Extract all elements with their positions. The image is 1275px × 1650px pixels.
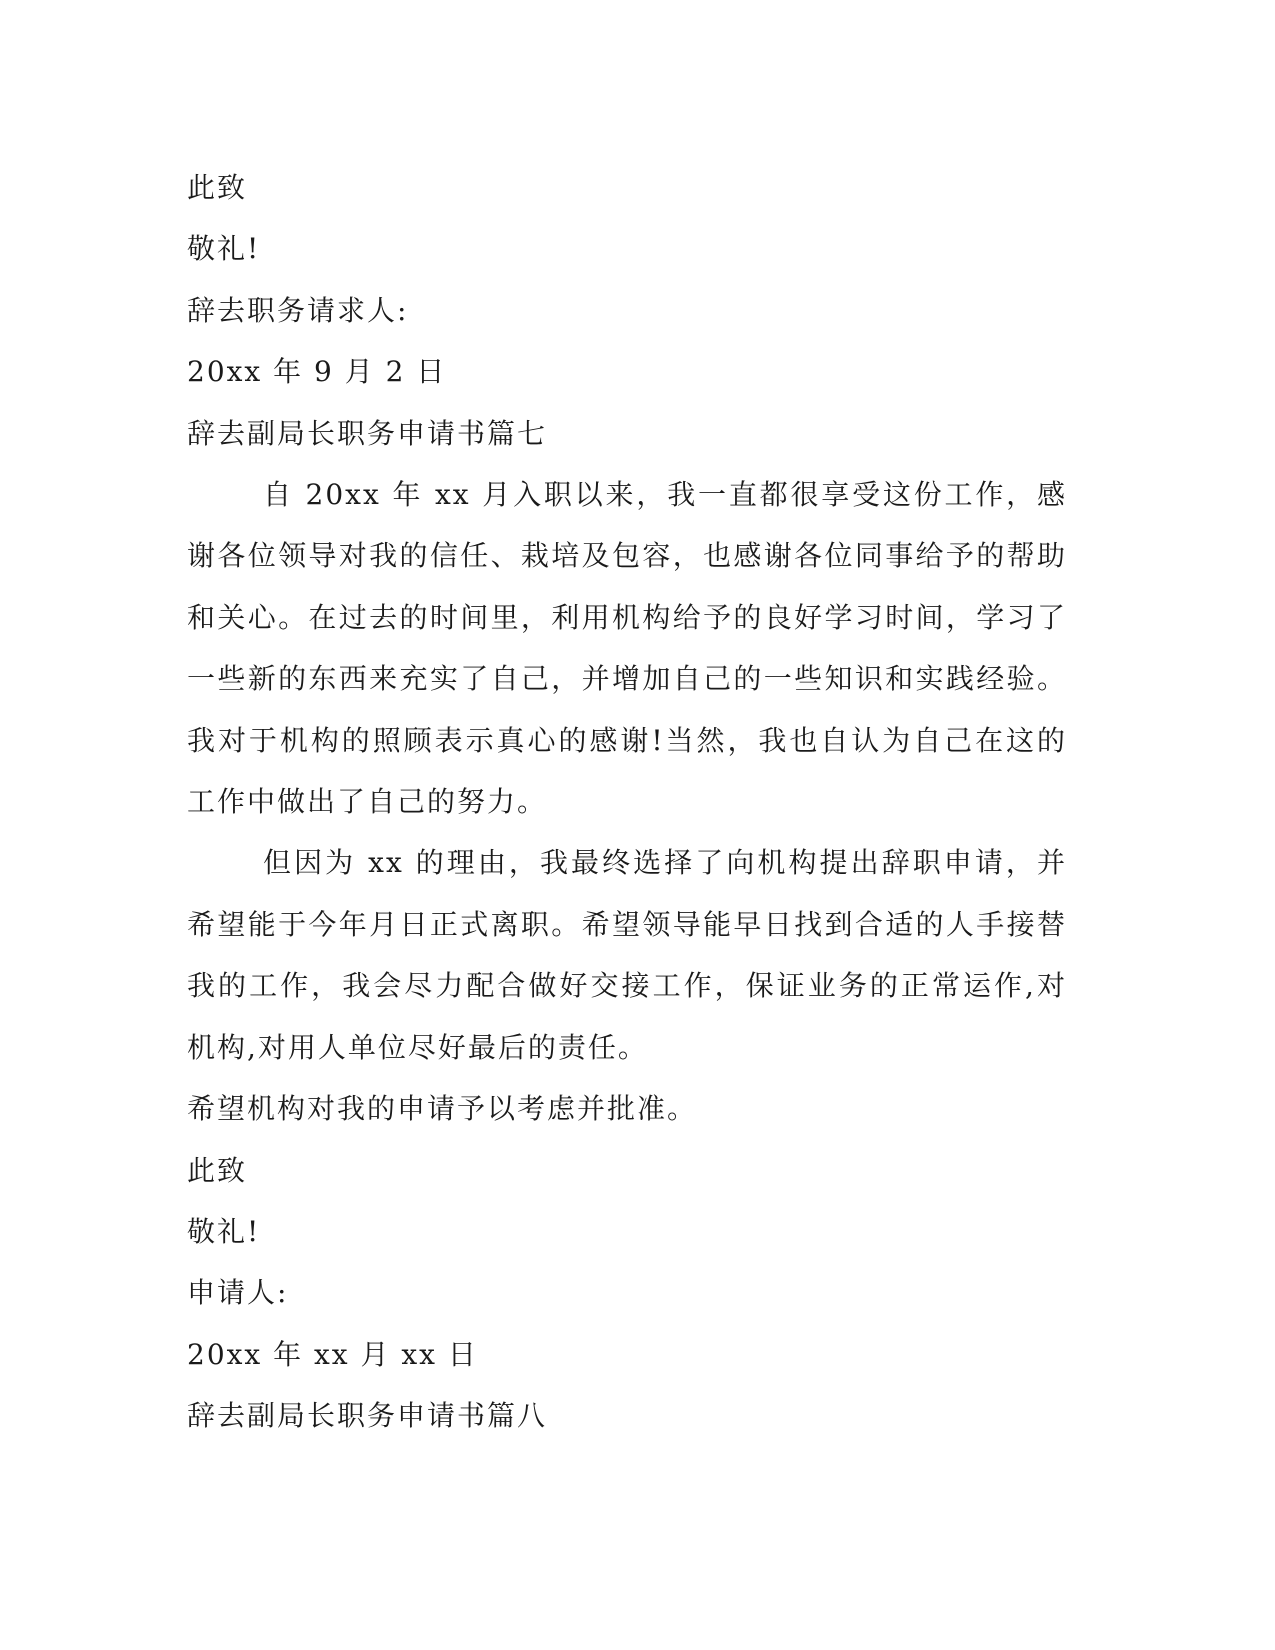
applicant-signature-label: 申请人: (187, 1276, 289, 1310)
body-paragraph: 自 20xx 年 xx 月入职以来，我一直都很享受这份工作，感谢各位领导对我的信任、栽培及包容，也感谢各位同事给予的帮助和关心。在过去的时间里，利用机构给予的良好学习时间，学习了一些新的东西来充实了自己，并增加自己的一些知识和实践经验。我对于机构的照顾表示真心的感谢!当然，我也自认为自己在这的工作中做出了自己的努力。 (187, 478, 1067, 819)
salutation-line: 敬礼! (187, 1214, 261, 1248)
closing-line: 此致 (187, 1153, 248, 1187)
section-title: 辞去副局长职务申请书篇八 (187, 1399, 548, 1433)
date-line: 20xx 年 9 月 2 日 (187, 355, 447, 389)
document-body (187, 157, 1067, 1447)
request-sentence: 希望机构对我的申请予以考虑并批准。 (187, 1092, 698, 1126)
date-line: 20xx 年 xx 月 xx 日 (187, 1337, 478, 1371)
body-paragraph: 但因为 xx 的理由，我最终选择了向机构提出辞职申请，并希望能于今年月日正式离职。希望领导能早日找到合适的人手接替我的工作，我会尽力配合做好交接工作，保证业务的正常运作,对机构,对用人单位尽好最后的责任。 (187, 846, 1067, 1064)
section-title: 辞去副局长职务申请书篇七 (187, 416, 548, 450)
closing-line: 此致 (187, 171, 248, 204)
salutation-line: 敬礼! (187, 232, 261, 266)
requester-signature-label: 辞去职务请求人: (187, 293, 409, 327)
